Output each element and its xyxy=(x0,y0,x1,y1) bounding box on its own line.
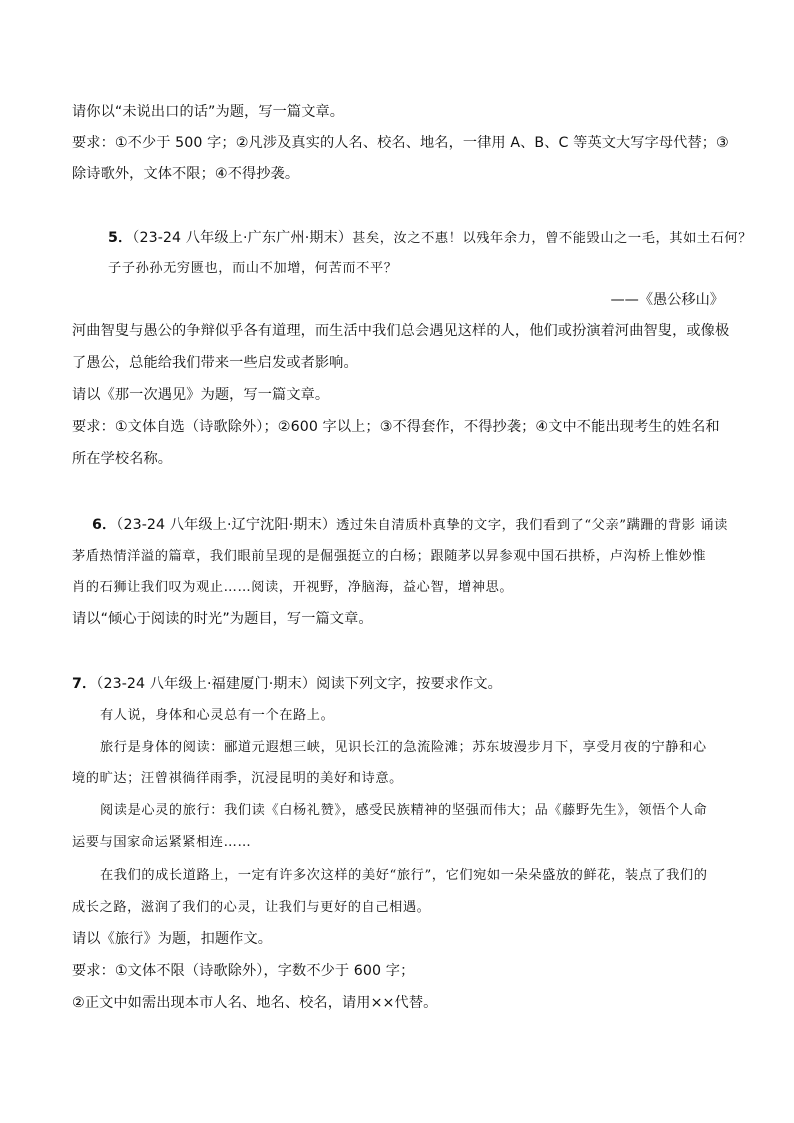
q7-paragraph4-line1: 在我们的成长道路上，一定有许多次这样的美好“旅行”，它们宛如一朵朵盛放的鲜花，装点了我们的 xyxy=(100,868,708,883)
q7-number: 7． xyxy=(72,676,97,692)
q5-body-line1: 河曲智叟与愚公的争辩似乎各有道理，而生活中我们总会遇见这样的人，他们或扮演着河曲智叟，或像极 xyxy=(72,323,730,339)
q6-number: 6． xyxy=(92,517,117,533)
q5-body-line2: 了愚公，总能给我们带来一些启发或者影响。 xyxy=(72,355,358,371)
q7-paragraph3-line1: 阅读是心灵的旅行：我们读《白杨礼赞》，感受民族精神的坚强而伟大；品《藤野先生》，领悟个人命 xyxy=(100,803,708,818)
q4-requirements-line1: 要求：①不少于 500 字；②凡涉及真实的人名、校名、地名，一律用 A、B、C 等英文大写字母代替；③ xyxy=(72,135,729,151)
q5-requirements-line2: 所在学校名称。 xyxy=(72,451,173,467)
q5-quote-line2: 子子孙孙无穷匮也，而山不加增，何苦而不平？ xyxy=(108,261,398,276)
q5-requirements-line1: 要求：①文体自选（诗歌除外）；②600 字以上；③不得套作，不得抄袭；④文中不能出现考生的姓名和 xyxy=(72,419,720,435)
q7-requirements-line1: 要求：①文体不限（诗歌除外），字数不少于 600 字； xyxy=(72,963,415,979)
q7-paragraph2-line2: 境的旷达；汪曾祺徜徉雨季，沉浸昆明的美好和诗意。 xyxy=(72,771,403,786)
q5-number: 5． xyxy=(108,230,133,246)
q6-text-line2: 茅盾热情洋溢的篇章，我们眼前呈现的是倔强挺立的白杨；跟随茅以昇参观中国石拱桥，卢沟桥上惟妙惟 xyxy=(72,549,707,564)
q7-paragraph4-line2: 成长之路，滋润了我们的心灵，让我们与更好的自己相遇。 xyxy=(72,900,431,915)
q7-paragraph3-line2: 运要与国家命运紧紧相连…… xyxy=(72,835,252,850)
q4-requirements-line2: 除诗歌外，文体不限；④不得抄袭。 xyxy=(72,166,300,182)
q7-paragraph1: 有人说，身体和心灵总有一个在路上。 xyxy=(100,708,335,723)
q7-requirements-line2: ②正文中如需出现本市人名、地名、校名，请用××代替。 xyxy=(72,995,438,1011)
q7-paragraph2-line1: 旅行是身体的阅读：郦道元遐想三峡，见识长江的急流险滩；苏东坡漫步月下，享受月夜的宁静和心 xyxy=(100,740,707,755)
q7-prompt: 请以《旅行》为题，扣题作文。 xyxy=(72,931,273,947)
q5-prompt: 请以《那一次遇见》为题，写一篇文章。 xyxy=(72,387,330,403)
q6-prompt: 请以“倾心于阅读的时光”为题目，写一篇文章。 xyxy=(72,611,373,627)
q5-source-tag: （23-24 八年级上·广东广州·期末） xyxy=(132,230,353,246)
q5-attribution: ——《愚公移山》 xyxy=(610,292,724,308)
q5-heading xyxy=(108,228,752,249)
q7-intro: 阅读下列文字，按要求作文。 xyxy=(316,676,502,692)
q7-source-tag: （23-24 八年级上·福建厦门·期末） xyxy=(96,676,317,692)
q5-quote-line1: 甚矣，汝之不惠！以残年余力，曾不能毁山之一毛，其如土石何？ xyxy=(352,231,753,246)
q4-prompt: 请你以“未说出口的话”为题，写一篇文章。 xyxy=(72,104,345,120)
q6-source-tag: （23-24 八年级上·辽宁沈阳·期末） xyxy=(116,517,337,533)
q7-heading xyxy=(72,674,502,694)
q6-text-line1: 透过朱自清质朴真挚的文字，我们看到了“父亲”蹒跚的背影 诵读 xyxy=(336,518,728,533)
q6-text-line3: 肖的石狮让我们叹为观止……阅读，开视野，净脑海，益心智，增神思。 xyxy=(72,580,514,595)
q6-heading xyxy=(92,515,728,536)
